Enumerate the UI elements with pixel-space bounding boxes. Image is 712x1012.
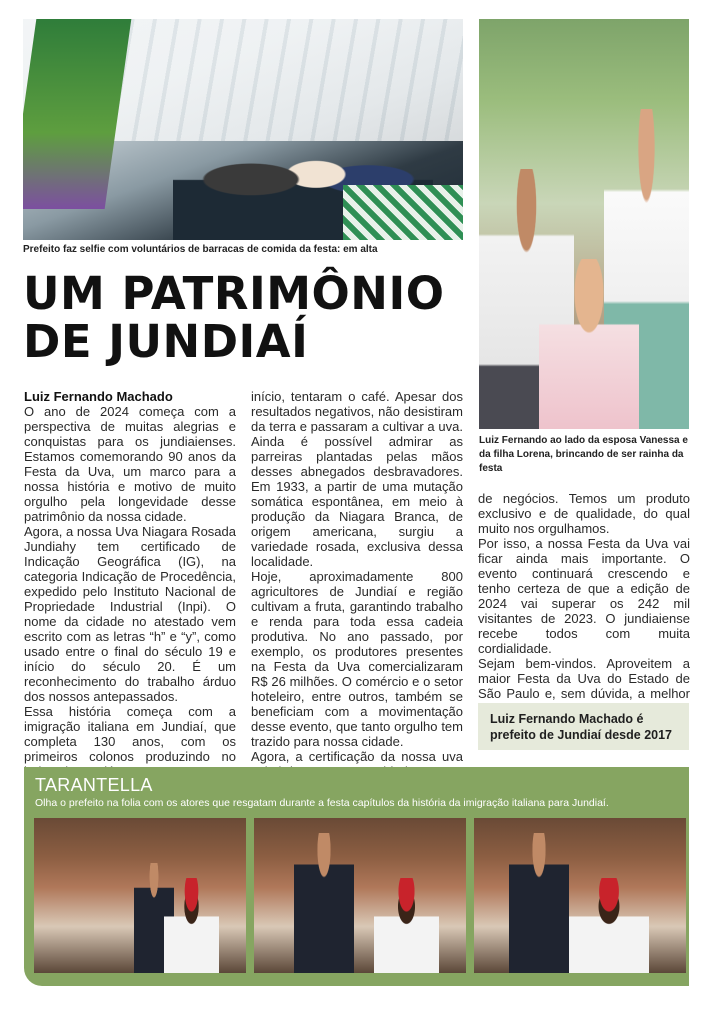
selfie-photo — [23, 19, 463, 240]
family-caption: Luiz Fernando ao lado da esposa Vanessa e da filha Lorena, brincando de ser rainha da festa — [479, 435, 688, 474]
paragraph: Agora, a nossa Uva Niagara Rosada Jundiahy tem certificado de Indicação Geográfica (IG), na categoria Indicação de Procedência, expedido pelo Instituto Nacional de Propriedade Industrial (Inpi). O nome da cidade no atestado vem escrito com as letras “h” e “y”, como usado entre o final do século 19 e início do século 20. É um reconhecimento do trabalho árduo dos nossos antepassados. — [24, 524, 236, 704]
tarantella-photo-2 — [254, 818, 466, 973]
byline: Luiz Fernando Machado — [24, 389, 173, 404]
headline-line-2: DE JUNDIAÍ — [23, 315, 309, 368]
tarantella-subtitle: Olha o prefeito na folia com os atores que resgatam durante a festa capítulos da história da imigração italiana para Jundiaí. — [35, 797, 609, 809]
tarantella-photo-3 — [474, 818, 686, 973]
paragraph: Hoje, aproximadamente 800 agricultores de Jundiaí e região cultivam a fruta, garantindo trabalho e renda para toda essa cadeia produtiva. No ano passado, por exemplo, os produtores presentes na Festa da Uva comercializaram R$ 26 milhões. O comércio e o setor hoteleiro, entre outros, também se beneficiam com a movimentação desse evento, que tanto orgulho tem trazido para nossa cidade. — [251, 569, 463, 749]
actress-figure — [569, 878, 649, 973]
headline-line-1: UM PATRIMÔNIO — [23, 267, 445, 320]
paragraph: Sejam bem-vindos. Aproveitem a maior Festa da Uva do Estado de São Paulo e, sem dúvida, a melhor — [478, 656, 690, 701]
paragraph: Essa história começa com a imigração italiana em Jundiaí, que completa 130 anos, com os primeiros colonos produzindo no — [24, 704, 236, 764]
paragraph: de negócios. Temos um produto exclusivo e de qualidade, do qual muito nos orgulhamos. — [478, 491, 690, 536]
tarantella-panel — [24, 767, 689, 986]
article-column-3 — [478, 491, 690, 716]
headline — [23, 267, 473, 368]
article-column-1 — [24, 389, 236, 779]
mayor-figure — [294, 833, 354, 973]
author-note-box: Luiz Fernando Machado é prefeito de Jundiaí desde 2017 — [478, 703, 689, 750]
checkered-table — [343, 185, 463, 240]
tarantella-photo-1 — [34, 818, 246, 973]
paragraph: O ano de 2024 começa com a perspectiva de muitas alegrias e conquistas para os jundiaienses. Estamos comemorando 90 anos da Festa da Uva, um marco para a nossa história e motivo de muito orgulho pela longevidade desse patrimônio da nossa cidade. — [24, 404, 236, 524]
paragraph: Agora, a certificação da nossa uva — [251, 749, 463, 764]
actress-figure — [374, 878, 439, 973]
family-photo — [479, 19, 689, 429]
tarantella-title: TARANTELLA — [35, 775, 153, 795]
food-stall-banner — [23, 19, 131, 209]
paragraph: início, tentaram o café. Apesar dos resultados negativos, não desistiram da terra e passaram a cultivar a uva. Ainda é possível admirar as parreiras plantadas pelas mãos desses abnegados desbravadores. Em 1933, a partir de uma mutação somática espontânea, em meio à produção da Niagara Branca, de origem americana, surgiu a variedade rosada, exclusiva dessa localidade. — [251, 389, 463, 569]
article-column-2 — [251, 389, 463, 779]
daughter-figure — [539, 259, 639, 429]
mayor-figure — [509, 833, 569, 973]
paragraph: Por isso, a nossa Festa da Uva vai ficar ainda mais importante. O evento continuará crescendo e tenho certeza de que a edição de 2024 vai superar os 242 mil visitantes de 2023. O jundiaiense recebe todos com muita cordialidade. — [478, 536, 690, 656]
actress-figure — [164, 878, 219, 973]
selfie-caption: Prefeito faz selfie com voluntários de barracas de comida da festa: em alta — [23, 244, 378, 255]
